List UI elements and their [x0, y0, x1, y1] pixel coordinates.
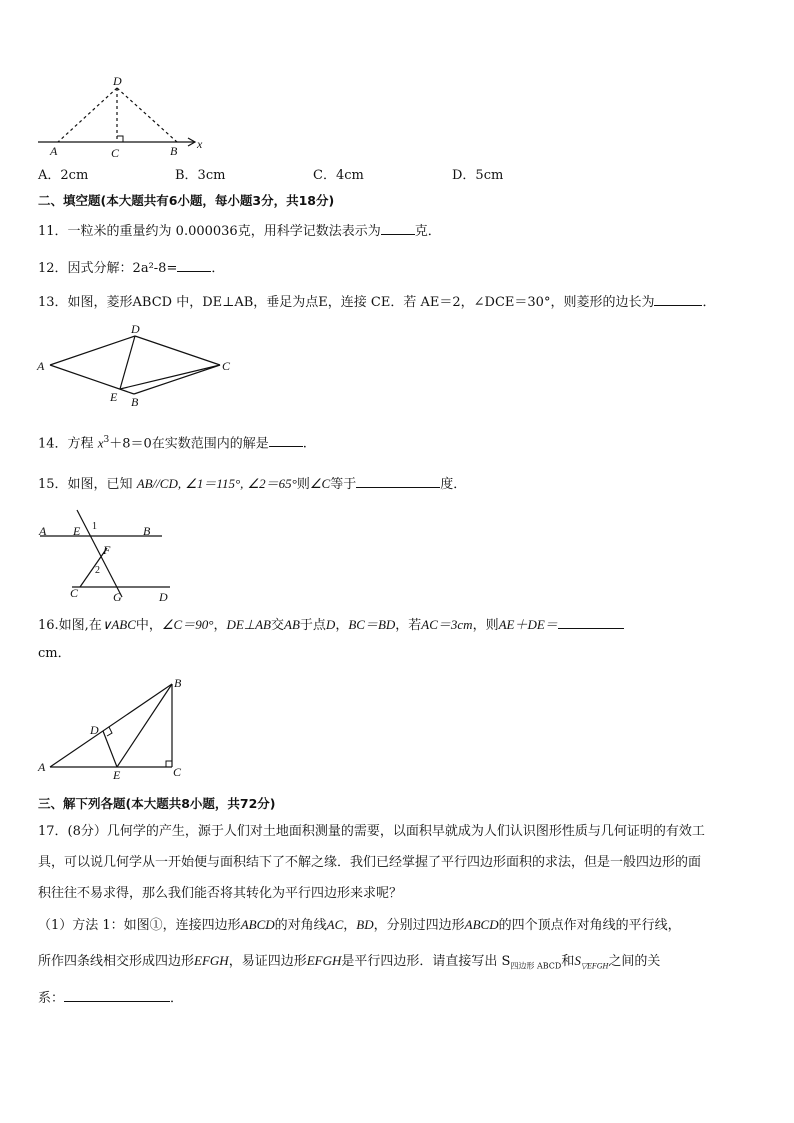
q16-figure [30, 672, 200, 784]
q12-text-after: ． [211, 261, 225, 276]
label-d: D [131, 322, 140, 336]
segment-ce [120, 365, 220, 389]
q17-method-1-line-2 [38, 953, 660, 975]
q15-equals: 等于 [330, 477, 357, 492]
label-c: C [173, 765, 182, 779]
question-12 [38, 258, 224, 277]
label-c: C [70, 586, 79, 600]
q17-m-text-5: 的四个顶点作对角线的平行线， [498, 918, 681, 933]
q17-n-text-2: ，易证四边形 [228, 954, 307, 969]
q17-s: S [574, 953, 581, 968]
side-ba [50, 365, 134, 394]
segment-da [58, 88, 117, 142]
label-b: B [143, 524, 151, 538]
q15-figure [32, 505, 182, 605]
q13-answer-blank[interactable] [654, 292, 702, 306]
q10-option-b[interactable]: B．3cm [175, 168, 226, 183]
label-e: E [113, 768, 121, 782]
right-angle-mark [117, 136, 123, 142]
q16-text-6: ， [335, 618, 349, 633]
q14-exponent: 3 [103, 435, 110, 445]
label-c: C [222, 359, 231, 373]
q12-text: 12．因式分解：2a²-8= [38, 261, 178, 276]
label-c: C [111, 146, 120, 160]
q16-text-1: 16.如图,在 [38, 618, 102, 633]
q12-answer-blank[interactable] [177, 258, 211, 272]
q17-o-end: ． [170, 991, 184, 1006]
question-16 [38, 615, 624, 634]
q14-text-after: 在实数范围内的解是 [151, 436, 269, 452]
q11-text: 11．一粒米的重量约为 0.000036克，用科学记数法表示为 [38, 224, 381, 239]
q15-angle-c: ∠C [309, 476, 331, 491]
section-2-heading: 二、填空题(本大题共有6小题，每小题3分，共18分) [38, 193, 335, 208]
label-e: E [110, 390, 118, 404]
q14-equation: ＋8＝0 [109, 436, 152, 452]
q17-o-text-1: 系： [38, 991, 65, 1006]
question-14 [38, 432, 307, 452]
label-e: E [73, 524, 81, 538]
q16-text-4: 交 [271, 618, 285, 633]
question-13 [38, 292, 715, 311]
q16-ae-de: AE＋DE＝ [498, 617, 558, 632]
q17-bd: BD [356, 917, 374, 932]
side-ad [50, 336, 135, 365]
label-d: D [90, 723, 99, 737]
label-f: F [103, 543, 111, 557]
q14-text: 14．方程 [38, 436, 94, 452]
q17-m-text-3: ， [343, 918, 357, 933]
q15-text: 15．如图，已知 [38, 477, 133, 492]
q16-angle-c: ∠C＝90° [161, 617, 214, 632]
q11-text-after: 克． [414, 224, 441, 239]
label-d: D [113, 74, 122, 88]
q17-n-text-5: 之间的关 [608, 954, 661, 969]
q10-option-a[interactable]: A．2cm [38, 168, 89, 183]
q17-method-1-line-3 [38, 988, 183, 1007]
q16-text-2: 中， [135, 618, 162, 633]
segment-de [103, 731, 117, 767]
q15-text-after: 度． [440, 477, 467, 492]
q17-n-text-1: 所作四条线相交形成四边形 [38, 954, 195, 969]
q16-answer-blank[interactable] [558, 615, 624, 629]
q17-subscript-efgh: ▽EFGH [580, 961, 609, 971]
label-angle-1: 1 [92, 521, 97, 532]
q15-angle-1: ∠1＝115°, [185, 476, 244, 491]
q13-text: 13．如图，菱形ABCD 中，DE⊥AB，垂足为点E，连接 CE．若 AE＝2，∠DCE＝30°，则菱形的边长为 [38, 295, 655, 310]
question-15 [38, 474, 466, 493]
right-angle-c [166, 761, 172, 767]
q17-m-text-2: 的对角线 [274, 918, 327, 933]
q16-ac: AC＝3cm [421, 617, 473, 632]
q10-figure [30, 72, 220, 162]
label-a: A [37, 359, 45, 373]
q17-n-text-4: 和 [561, 954, 575, 969]
q14-end: . [302, 436, 307, 452]
q15-answer-blank[interactable] [356, 474, 440, 488]
q16-text-8: ，则 [472, 618, 499, 633]
q17-n-text-3: 是平行四边形．请直接写出 S [341, 954, 511, 969]
q11-answer-blank[interactable] [381, 221, 415, 235]
q17-efgh: EFGH [194, 953, 229, 968]
transversal-ef [77, 510, 122, 597]
segment-db [117, 88, 177, 142]
q15-then: 则 [296, 477, 310, 492]
q10-option-c[interactable]: C．4cm [313, 168, 364, 183]
q15-parallel: AB//CD, [136, 476, 182, 491]
side-cb [134, 365, 220, 394]
side-dc [135, 336, 220, 365]
q10-option-d[interactable]: D．5cm [452, 168, 504, 183]
q16-perpendicular: DE⊥AB [226, 617, 271, 632]
q17-line-1: 17．(8分）几何学的产生，源于人们对土地面积测量的需要，以面积早就成为人们认识图形性质与几何证明的有效工 [38, 824, 705, 839]
q13-figure [30, 320, 250, 412]
label-b: B [131, 395, 139, 409]
q17-line-2: 具，可以说几何学从一开始便与面积结下了不解之缘．我们已经掌握了平行四边形面积的求法，但是一般四边形的面 [38, 855, 702, 870]
q14-answer-blank[interactable] [269, 433, 303, 447]
q17-efgh-2: EFGH [306, 953, 342, 968]
segment-be [117, 684, 172, 767]
q16-text-3: ， [213, 618, 227, 633]
label-b: B [170, 144, 178, 158]
label-x: x [197, 137, 203, 151]
label-angle-2: 2 [95, 565, 100, 576]
q17-ac: AC [326, 917, 344, 932]
label-g: G [113, 590, 122, 604]
label-a: A [38, 760, 46, 774]
q16-text-5: 于点 [299, 618, 326, 633]
q17-abcd: ABCD [240, 917, 275, 932]
section-3-heading: 三、解下列各题(本大题共8小题，共72分) [38, 796, 276, 811]
q16-ab: AB [284, 617, 300, 632]
label-a: A [39, 524, 47, 538]
q17-m-text-4: ，分别过四边形 [373, 918, 465, 933]
q14-variable: x [97, 435, 104, 451]
q16-bc-bd: BC＝BD [348, 617, 396, 632]
q16-line-2: cm． [38, 646, 71, 661]
q15-angle-2: ∠2＝65° [247, 476, 297, 491]
q13-text-after: ． [702, 295, 716, 310]
label-b: B [174, 676, 182, 690]
q17-answer-blank[interactable] [64, 988, 170, 1002]
q17-m-text-1: （1）方法 1：如图①，连接四边形 [38, 918, 241, 933]
q16-text-7: ，若 [395, 618, 422, 633]
side-ab [50, 684, 172, 767]
question-11 [38, 221, 441, 240]
segment-de [120, 336, 135, 389]
q17-line-3: 积往往不易求得，那么我们能否将其转化为平行四边形来求呢？ [38, 886, 403, 901]
label-d: D [159, 590, 168, 604]
q17-abcd-2: ABCD [464, 917, 499, 932]
q16-d: D [325, 617, 336, 632]
q17-method-1-line [38, 917, 681, 934]
q17-subscript-abcd: 四边形 ABCD [510, 961, 562, 971]
q16-triangle: ∨ABC [101, 617, 136, 632]
label-a: A [50, 144, 58, 158]
